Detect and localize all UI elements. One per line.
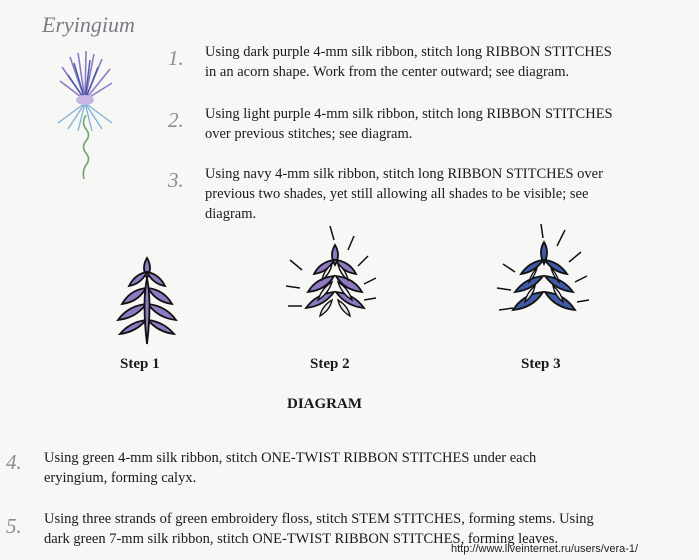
step-3-line-1: Using navy 4-mm silk ribbon, stitch long RIBBON STITCHES over xyxy=(205,166,603,182)
step-2-line-1: Using light purple 4-mm silk ribbon, stitch long RIBBON STITCHES xyxy=(205,106,613,122)
step-2-acorn-figure xyxy=(280,220,390,340)
watermark-url: http://www.liveinternet.ru/users/vera-1/ xyxy=(451,543,639,555)
step-5-line-1: Using three strands of green embroidery floss, stitch STEM STITCHES, forming stems. Using xyxy=(44,511,594,527)
step-3-line-3: diagram. xyxy=(205,206,257,222)
step-2-text xyxy=(205,104,613,144)
step-2-number: 2. xyxy=(168,108,184,132)
step-2-line-2: over previous stitches; see diagram. xyxy=(205,126,413,142)
step-4-line-1: Using green 4-mm silk ribbon, stitch ONE-TWIST RIBBON STITCHES under each xyxy=(44,450,537,466)
step-1-acorn-figure xyxy=(102,250,192,350)
diagram-title: DIAGRAM xyxy=(287,396,362,412)
step-3-number: 3. xyxy=(168,168,184,192)
step-4-number: 4. xyxy=(6,450,22,474)
step-4-line-2: eryingium, forming calyx. xyxy=(44,470,197,486)
step-3-acorn-figure xyxy=(489,220,599,340)
step-1-text xyxy=(205,42,612,82)
eryngium-flower-illustration xyxy=(40,45,130,195)
step-2-label: Step 2 xyxy=(310,356,350,372)
step-1-label: Step 1 xyxy=(120,356,160,372)
step-1-line-1: Using dark purple 4-mm silk ribbon, stitch long RIBBON STITCHES xyxy=(205,44,612,60)
step-1-number: 1. xyxy=(168,46,184,70)
step-3-label: Step 3 xyxy=(521,356,561,372)
page-title: Eryingium xyxy=(42,12,135,37)
step-4-text xyxy=(44,448,536,488)
step-5-line-2: dark green 7-mm silk ribbon, stitch ONE-TWIST RIBBON STITCHES, forming leaves. xyxy=(44,531,559,547)
step-1-line-2: in an acorn shape. Work from the center outward; see diagram. xyxy=(205,64,570,80)
step-3-line-2: previous two shades, yet still allowing all shades to be visible; see xyxy=(205,186,589,202)
step-3-text xyxy=(205,164,603,224)
step-5-number: 5. xyxy=(6,514,22,538)
